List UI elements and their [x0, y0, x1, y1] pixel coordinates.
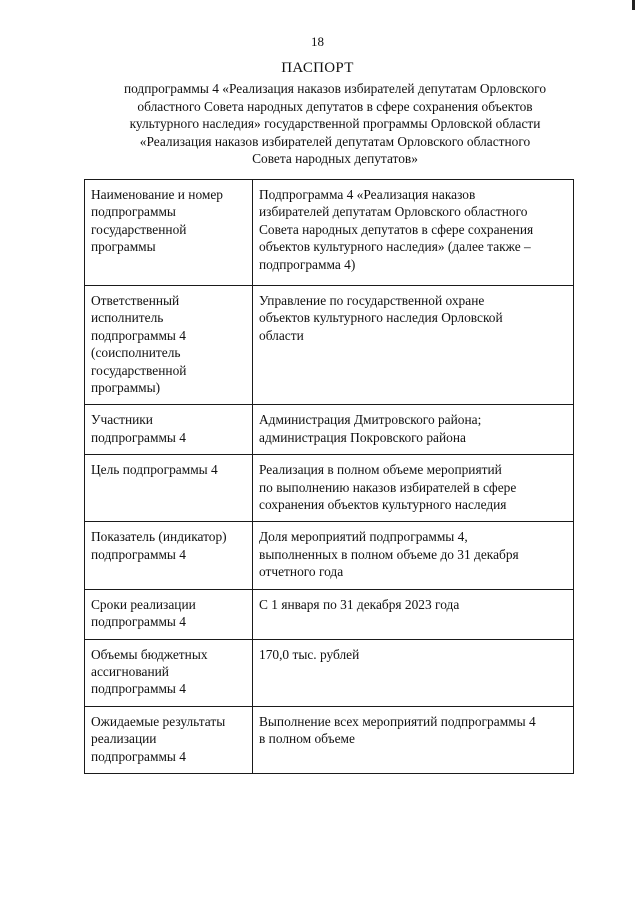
cell-line: государственной	[91, 221, 187, 237]
table-row	[85, 639, 574, 706]
cell-line: избирателей депутатам Орловского областного	[259, 204, 528, 220]
cell-line: Наименование и номер	[91, 187, 224, 202]
row-label-cell	[85, 589, 253, 639]
cell-line: подпрограммы 4	[91, 748, 186, 764]
cell-line: подпрограммы 4	[91, 681, 186, 697]
row-label-cell	[85, 405, 253, 455]
cell-line: государственной	[91, 362, 187, 378]
row-value-cell	[253, 455, 574, 522]
subtitle-line: подпрограммы 4 «Реализация наказов избирателей депутатам Орловского	[123, 81, 547, 96]
document-subtitle	[85, 80, 585, 168]
cell-line: в полном объеме	[259, 731, 355, 747]
table-row	[85, 522, 574, 589]
cell-line: исполнитель	[91, 310, 164, 326]
row-label-cell	[85, 706, 253, 773]
cell-line: Цель подпрограммы 4	[91, 462, 218, 478]
cell-line: отчетного года	[259, 564, 344, 580]
table-row	[85, 455, 574, 522]
cell-line: Управление по государственной охране	[259, 293, 485, 308]
row-label-cell	[85, 180, 253, 286]
cell-line: Объемы бюджетных	[91, 646, 208, 662]
cell-line: подпрограммы 4	[91, 614, 186, 630]
cell-line: Ответственный	[91, 293, 180, 308]
cell-line: Доля мероприятий подпрограммы 4,	[259, 529, 468, 545]
cell-line: Администрация Дмитровского района;	[259, 412, 482, 428]
row-label-cell	[85, 639, 253, 706]
page-number: 18	[311, 34, 324, 49]
cell-line: подпрограммы 4	[91, 429, 186, 445]
row-value-cell	[253, 522, 574, 589]
subtitle-line: областного Совета народных депутатов в сфере сохранения объектов	[137, 98, 533, 114]
row-value-cell	[253, 405, 574, 455]
table-row	[85, 405, 574, 455]
passport-table	[84, 179, 574, 774]
cell-line: программы)	[91, 380, 161, 396]
cell-line: администрация Покровского района	[259, 429, 466, 445]
cell-line: по выполнению наказов избирателей в сфере	[259, 479, 517, 495]
row-label-cell	[85, 522, 253, 589]
cell-line: Выполнение всех мероприятий подпрограммы 4	[259, 713, 536, 729]
cell-line: Подпрограмма 4 «Реализация наказов	[259, 187, 476, 202]
table-row	[85, 589, 574, 639]
cell-line: Ожидаемые результаты	[91, 713, 226, 729]
cell-line: программы	[91, 239, 156, 255]
cell-line: Сроки реализации	[91, 596, 196, 612]
row-value-cell	[253, 639, 574, 706]
cell-line: С 1 января по 31 декабря 2023 года	[259, 596, 460, 612]
row-value-cell	[253, 589, 574, 639]
cell-line: области	[259, 327, 304, 343]
row-value-cell	[253, 706, 574, 773]
cell-line: реализации	[91, 731, 157, 747]
subtitle-line: Совета народных депутатов»	[252, 151, 418, 167]
cell-line: выполненных в полном объеме до 31 декабря	[259, 546, 519, 562]
document-title: ПАСПОРТ	[281, 60, 354, 76]
table-row	[85, 706, 574, 773]
cell-line: объектов культурного наследия» (далее также –	[259, 239, 531, 255]
cell-line: 170,0 тыс. рублей	[259, 646, 360, 662]
table-row	[85, 180, 574, 286]
row-label-cell	[85, 286, 253, 405]
cell-line: Совета народных депутатов в сфере сохранения	[259, 221, 534, 237]
cell-line: подпрограммы	[91, 204, 176, 220]
row-value-cell	[253, 180, 574, 286]
subtitle-line: «Реализация наказов избирателей депутатам Орловского областного	[139, 133, 531, 149]
cell-line: Показатель (индикатор)	[91, 529, 227, 545]
cell-line: сохранения объектов культурного наследия	[259, 497, 507, 513]
cell-line: ассигнований	[91, 663, 169, 679]
cell-line: Реализация в полном объеме мероприятий	[259, 462, 502, 478]
cell-line: подпрограммы 4	[91, 546, 186, 562]
cell-line: объектов культурного наследия Орловской	[259, 310, 503, 326]
cell-line: Участники	[91, 412, 153, 428]
cell-line: (соисполнитель	[91, 345, 181, 361]
table-row	[85, 286, 574, 405]
subtitle-line: культурного наследия» государственной программы Орловской области	[129, 116, 541, 132]
row-value-cell	[253, 286, 574, 405]
cell-line: подпрограммы 4	[91, 327, 186, 343]
row-label-cell	[85, 455, 253, 522]
cell-line: подпрограмма 4)	[259, 256, 356, 272]
